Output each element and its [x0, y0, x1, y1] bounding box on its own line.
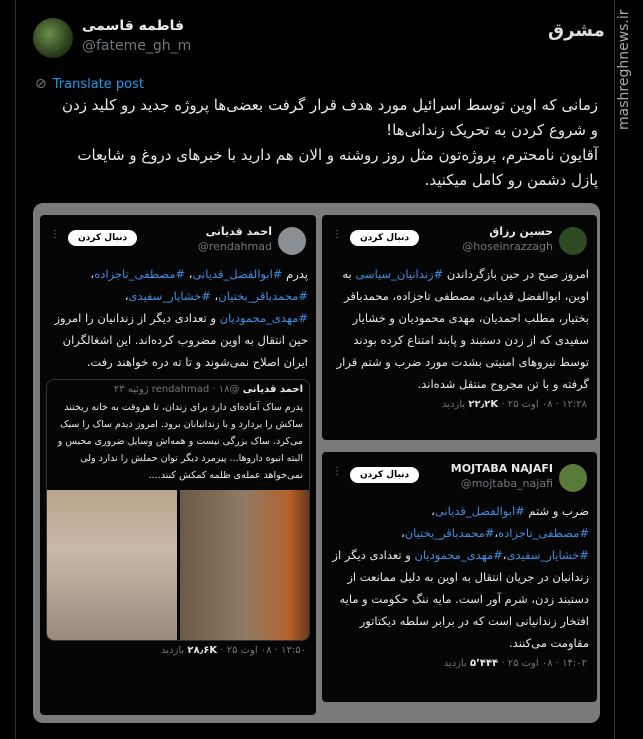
text-segment: ، [185, 267, 193, 281]
text-segment: ، [210, 289, 219, 303]
card-avatar[interactable] [559, 227, 587, 255]
tweet-meta [322, 395, 597, 414]
tweet-time: ۱۳:۵۰ · ۰۸ اوت ۲۵ · [217, 645, 306, 656]
translate-post-link[interactable] [35, 76, 144, 92]
quoted-tweet[interactable] [46, 379, 310, 641]
photo-old-man-portrait[interactable] [47, 490, 177, 640]
hashtag-link[interactable]: #ابوالفضل_قدیانی [192, 267, 283, 281]
card-author-handle[interactable]: @mojtaba_najafi [460, 477, 553, 490]
quote-header [47, 380, 309, 399]
card-header [322, 452, 597, 496]
card-author-handle[interactable]: @hoseinrazzagh [462, 240, 553, 253]
views-label: بازدید [443, 658, 470, 669]
embedded-tweet-card [322, 215, 597, 440]
card-avatar[interactable] [278, 227, 306, 255]
card-text [40, 259, 316, 373]
text-segment: ضرب و شتم [524, 504, 589, 518]
card-header [40, 215, 316, 259]
views-label: بازدید [442, 399, 469, 410]
more-options-icon[interactable]: ⋮ [332, 229, 342, 240]
follow-button[interactable]: دنبال کردن [68, 230, 137, 246]
text-segment: امروز صبح در حین بازگرداندن [443, 267, 589, 281]
card-avatar[interactable] [559, 464, 587, 492]
mashregh-logo: مشرق [548, 20, 605, 41]
text-segment: ، [431, 504, 435, 518]
translate-label: Translate post [52, 76, 144, 92]
hashtag-link[interactable]: #محمدباقر_بختیان [218, 289, 308, 303]
view-count: ۲۸٫۶K [187, 645, 218, 656]
text-segment: و تعدادی دیگر از زندانیان در جریان انتقال به اوین به دلیل ممانعت از دستبند زدن، شرم آور است. مایه ننگ حکومت و مایه افتخار زندانیانی است که در برابر سلطه دیکتاتور مقاومت می‌کنند. [332, 548, 589, 650]
text-segment: به اوین، ابوالفضل قدیانی، مصطفی تاجزاده، محمدباقر بختیار، مطلب احمدیان، مهدی محمودیان و خشایار سفیدی که از زدن دستبند و پابند امتناع کرده بودند توسط نیروهای امنیتی بشدت مورد ضرب و شتم قرار گرفته و با تن مجروح منتقل شده‌اند. [336, 267, 589, 391]
text-segment: و تعدادی دیگر از زندانیان را امروز حین انتقال به اوین مضروب کرده‌اند. این اشغالگران ایران اصلاح نمی‌شوند و تا ته دره خواهند رفت. [54, 311, 308, 369]
hashtag-link[interactable]: #مصطفی_تاجزاده [498, 526, 589, 540]
tweet-time: ۱۲:۲۸ · ۰۸ اوت ۲۵ · [498, 399, 587, 410]
hashtag-link[interactable]: #خشایار_سفیدی [128, 289, 211, 303]
tweet-meta [40, 641, 316, 660]
avatar[interactable] [33, 18, 73, 58]
embedded-tweet-card [40, 215, 316, 715]
hashtag-link[interactable]: #محمدباقر_بختیان [404, 526, 495, 540]
tweet-time: ۱۴:۰۲ · ۰۸ اوت ۲۵ · [498, 658, 587, 669]
hashtag-link[interactable]: #مهدی_محمودیان [219, 311, 308, 325]
text-segment: ، [502, 548, 507, 562]
view-count: ۲۲٫۲K [468, 399, 499, 410]
hashtag-link[interactable]: #مهدی_محمودیان [414, 548, 503, 562]
views-label: بازدید [161, 645, 188, 656]
card-text [322, 496, 597, 654]
card-text [322, 259, 597, 395]
watermark-site: mashreghnews.ir [616, 9, 632, 130]
hashtag-link[interactable]: #زندانیان_سیاسی [355, 267, 444, 281]
more-options-icon[interactable]: ⋮ [332, 466, 342, 477]
tweet-meta [322, 654, 597, 673]
view-count: ۵٬۴۴۴ [469, 658, 499, 669]
embedded-tweet-card [322, 452, 597, 702]
card-author-name[interactable]: حسین رزاق [489, 225, 553, 238]
hashtag-link[interactable]: #خشایار_سفیدی [506, 548, 589, 562]
hashtag-link[interactable]: #ابوالفضل_قدیانی [434, 504, 525, 518]
follow-button[interactable]: دنبال کردن [350, 230, 419, 246]
card-author-handle[interactable]: @rendahmad [197, 240, 272, 253]
quote-handle: @rendahmad [151, 384, 240, 395]
author-name[interactable]: فاطمه قاسمی [82, 18, 185, 34]
translate-icon: ⊘ [35, 76, 47, 92]
tweet-line: پازل دشمن رو کامل میکنید. [424, 171, 598, 189]
card-author-name[interactable]: MOJTABA NAJAFI [450, 462, 553, 475]
hashtag-link[interactable]: #مصطفی_تاجزاده [94, 267, 186, 281]
text-segment: ، [90, 267, 95, 281]
quote-text: پدرم ساک آماده‌ای دارد برای زندان، تا هروقت به خانه ریختند ساکش را بردارد و با زندانبانان برود. امروز دیدم ساک را سبک می‌کرد. ساک بزرگی نیست و همه‌اش وسایل ضروری محبس و البته انبوه داروها... پیرمرد دیگر توان حملش را ندارد ولی نمی‌خواهد عمله‌ی ظلمه کمکش کنند.... [57, 402, 303, 481]
quote-date: · ۱۸ ژوئیه ۲۳ [113, 384, 230, 395]
photo-old-man-door[interactable] [180, 490, 310, 640]
text-segment: پدرم [282, 267, 308, 281]
text-segment: ، [124, 289, 129, 303]
tweet-line: آقایون نامحترم، پروژه‌تون مثل روز روشنه و الان هم دارید با خبرهای دروغ و شایعات [77, 146, 598, 164]
follow-button[interactable]: دنبال کردن [350, 467, 419, 483]
tweet-body [22, 93, 598, 193]
text-segment: ، [494, 526, 499, 540]
more-options-icon[interactable]: ⋮ [50, 229, 60, 240]
card-header [322, 215, 597, 259]
text-segment: ، [400, 526, 405, 540]
tweet-line: و شروع کردن به تحریک زندانی‌ها! [386, 121, 598, 139]
card-author-name[interactable]: احمد قدیانی [205, 225, 272, 238]
author-handle[interactable]: @fateme_gh_m [82, 38, 192, 54]
quote-author: احمد قدیانی [242, 384, 303, 395]
tweet-line: زمانی که اوین توسط اسرائیل مورد هدف قرار گرفت بعضی‌ها پروژه جدید رو کلید زدن [62, 96, 598, 114]
quote-photos [47, 490, 309, 640]
